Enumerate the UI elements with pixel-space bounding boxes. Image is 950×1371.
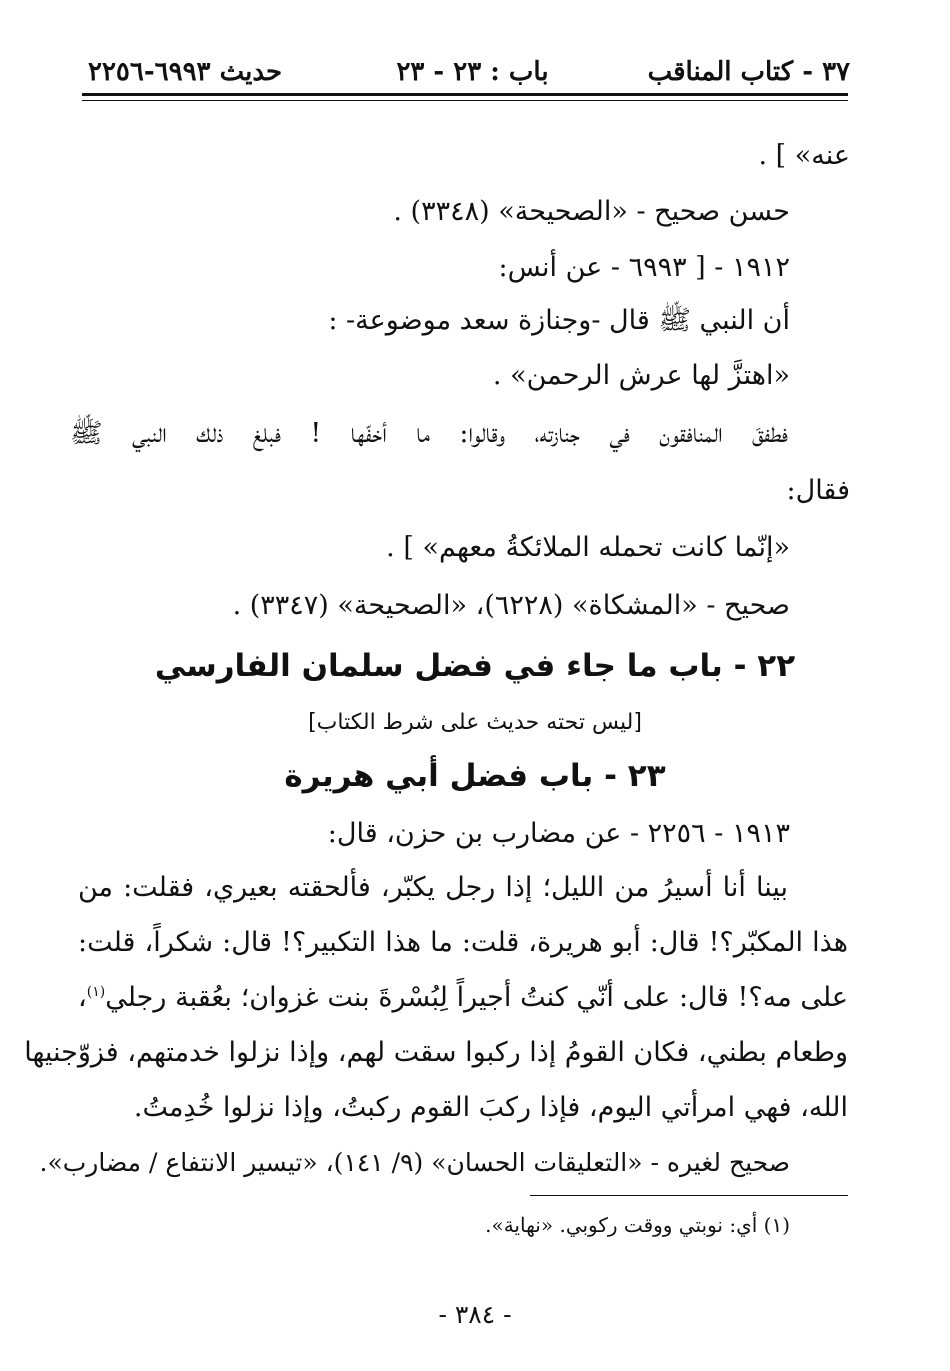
page-number: - ٣٨٤ - bbox=[438, 1300, 512, 1329]
text-line bbox=[78, 982, 848, 1014]
text-line: بينا أنا أسيرُ من الليل؛ إذا رجل يكبّر، فألحقته بعيري، فقلت: من bbox=[78, 872, 788, 903]
header-section: باب : ٢٣ - ٢٣ bbox=[396, 57, 549, 87]
text-line: فقال: bbox=[786, 475, 850, 506]
hadith-number-line: ١٩١٣ - ٢٢٥٦ - عن مضارب بن حزن، قال: bbox=[327, 818, 790, 849]
footnote: (١) أي: نوبتي ووقت ركوبي. «نهاية». bbox=[485, 1213, 790, 1237]
text-line: فطفقَ المنافقون في جنازته، وقالوا: ما أخفّها ! فبلغ ذلك النبي ﷺ bbox=[70, 418, 788, 449]
header-chapter: ٣٧ - كتاب المناقب bbox=[647, 57, 850, 87]
header-rule-thick bbox=[82, 93, 848, 96]
footnote-ref: (١) bbox=[86, 984, 106, 1000]
header-hadith-range: حديث ٦٩٩٣-٢٢٥٦ bbox=[88, 57, 283, 87]
grading-line: حسن صحيح - «الصحيحة» (٣٣٤٨) . bbox=[393, 196, 790, 227]
grading-line: صحيح لغيره - «التعليقات الحسان» (٩/ ١٤١)، «تيسير الانتفاع / مضارب». bbox=[39, 1148, 790, 1177]
text-line: هذا المكبّر؟! قال: أبو هريرة، قلت: ما هذا التكبير؟! قال: شكراً، قلت: bbox=[78, 927, 848, 958]
text-line: «إنّما كانت تحمله الملائكةُ معهم» ] . bbox=[386, 532, 790, 563]
text-line: أن النبي ﷺ قال -وجنازة سعد موضوعة- : bbox=[328, 305, 790, 336]
text-line: «اهتزَّ لها عرش الرحمن» . bbox=[492, 360, 790, 391]
hadith-number-line: ١٩١٢ - [ ٦٩٩٣ - عن أنس: bbox=[498, 252, 790, 283]
footnote-separator bbox=[530, 1195, 848, 1196]
text-line: عنه» ] . bbox=[758, 140, 850, 171]
text-fragment: على مه؟! قال: على أنّي كنتُ أجيراً لِبُسْرةَ بنت غزوان؛ بعُقبة رجلي bbox=[105, 982, 848, 1013]
chapter-heading: ٢٢ - باب ما جاء في فضل سلمان الفارسي bbox=[154, 648, 796, 684]
text-line: وطعام بطني، فكان القومُ إذا ركبوا سقت لهم، وإذا نزلوا خدمتهم، فزوّجنيها bbox=[24, 1037, 848, 1068]
chapter-note: [ليس تحته حديث على شرط الكتاب] bbox=[308, 710, 642, 735]
chapter-heading: ٢٣ - باب فضل أبي هريرة bbox=[284, 758, 666, 794]
grading-line: صحيح - «المشكاة» (٦٢٢٨)، «الصحيحة» (٣٣٤٧) . bbox=[232, 590, 790, 621]
header-rule-thin bbox=[82, 100, 848, 101]
text-fragment: ، bbox=[78, 982, 87, 1013]
text-line: الله، فهي امرأتي اليوم، فإذا ركبَ القوم ركبتُ، وإذا نزلوا خُدِمتُ. bbox=[133, 1092, 848, 1123]
